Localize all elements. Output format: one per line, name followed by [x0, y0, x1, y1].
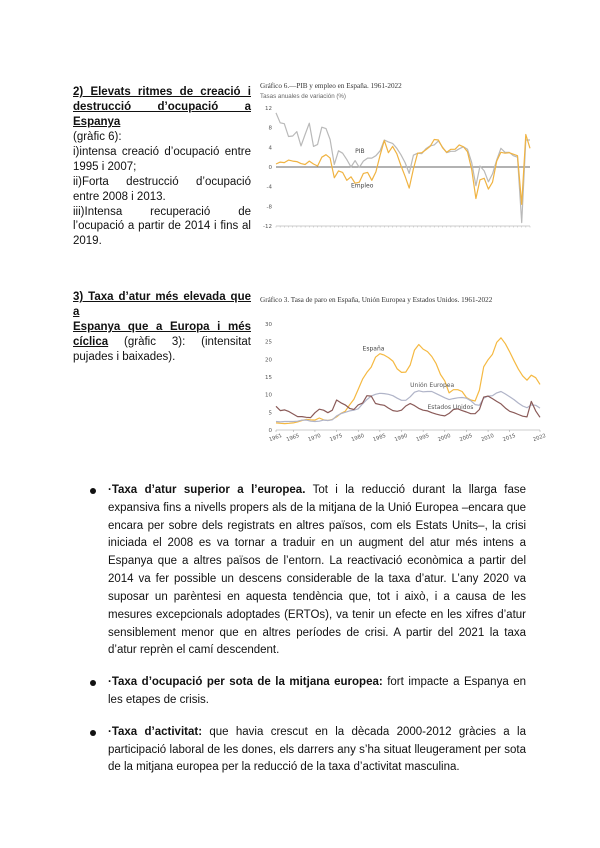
series-label-us: Estados Unidos — [427, 403, 474, 411]
section-2-heading-line2: destrucció d’ocupació a Espanya — [73, 100, 251, 128]
bullet-dot — [90, 730, 96, 736]
y-tick-label: 20 — [265, 357, 272, 364]
bullet-item-ocupacio — [90, 674, 526, 710]
chart-pib-empleo-title: Gráfico 6.—PIB y empleo en España. 1961-2022 — [260, 82, 402, 90]
bullet-list — [90, 482, 526, 791]
section-3-heading-line1: 3) Taxa d’atur més elevada que a — [73, 291, 251, 318]
y-tick-label: 0 — [268, 428, 272, 434]
y-tick-label: 25 — [265, 339, 272, 346]
y-tick-label: 4 — [268, 145, 272, 152]
x-tick-label: 2022 — [532, 432, 547, 444]
x-tick-label: 1985 — [372, 432, 387, 444]
x-tick-label: 2015 — [502, 432, 517, 444]
section-3-heading-line2: Espanya que a Europa i més — [73, 320, 251, 333]
chart-tasa-paro-svg — [258, 294, 548, 448]
chart-pib-empleo — [258, 80, 540, 232]
series-line-1 — [276, 113, 530, 223]
chart-tasa-paro-title: Gráfico 3. Tasa de paro en España, Unión Europea y Estados Unidos. 1961-2022 — [260, 296, 493, 304]
section-3-heading-line3: cíclica — [73, 335, 109, 348]
y-tick-label: 12 — [265, 106, 272, 112]
series-label-pib: PIB — [355, 148, 365, 156]
y-tick-label: -4 — [266, 184, 272, 191]
y-tick-label: 15 — [265, 375, 272, 381]
x-tick-label: 2000 — [437, 432, 452, 444]
series-line-1 — [276, 338, 540, 424]
bullet-activitat-text: que havia crescut en la dècada 2000-2012 gràcies a la participació laboral de les dones, els darrers any s’ha situat lleugerament per sota de la mitjana europea per la reducció de la taxa d’activitat masculina. — [108, 725, 526, 774]
chart-tasa-paro — [258, 294, 548, 448]
y-tick-label: 0 — [268, 165, 272, 171]
series-label-ue: Unión Europea — [410, 381, 455, 389]
x-tick-label: 1961 — [268, 432, 283, 444]
bullet-ocupacio-bold: ·Taxa d’ocupació per sota de la mitjana europea: — [108, 676, 383, 689]
series-line-2 — [276, 135, 530, 205]
bullet-ocupacio-text: fort impacte a Espanya en les etapes de crisis. — [108, 676, 526, 706]
bullet-atur-text: Tot i la reducció durant la llarga fase expansiva fins a nivells propers als de la mitjana de la Unió Europea –encara que encara per sobre dels registrats en altres països, com els Estats Units–, la crisi iniciada el 2008 es va tornar a traduir en un augment del atur més intens a Espanya que a altres països de l’entorn. La reactivació econòmica a partir del 2014 va fer possible un descens considerable de la taxa d’atur. L’any 2020 va suposar un parèntesi en aquesta tendència que, tot i això, i a causa de les mesures excepcionals adoptades (ERTOs), va tenir un efecte en les xifres d’atur sensiblement menor que en altres períodes de crisi. A partir del 2021 la taxa d’atur reprèn el camí descendent. — [108, 484, 526, 657]
bullet-dot — [90, 488, 96, 494]
bullet-item-activitat — [90, 724, 526, 777]
series-label-empleo: Empleo — [350, 182, 374, 190]
y-tick-label: 10 — [265, 392, 272, 399]
section-2-text-line3: ii)Forta destrucció d’ocupació entre 2008 i 2013. — [73, 175, 251, 203]
section-2-text-line4: iii)Intensa recuperació de l’ocupació a partir de 2014 i fins al 2019. — [73, 205, 251, 248]
y-tick-label: -8 — [266, 204, 272, 211]
x-tick-label: 1995 — [415, 432, 431, 444]
x-tick-label: 1965 — [285, 432, 301, 444]
x-tick-label: 1980 — [350, 432, 366, 444]
bullet-activitat-bold: ·Taxa d’activitat: — [108, 725, 203, 738]
y-tick-label: -12 — [263, 224, 272, 230]
x-tick-label: 1970 — [307, 432, 322, 444]
section-2 — [73, 85, 251, 249]
section-3 — [73, 290, 251, 365]
section-3-text: (gràfic 3): (intensitat pujades i baixades). — [73, 335, 251, 363]
x-tick-label: 2010 — [480, 432, 495, 444]
series-line-2 — [276, 391, 540, 422]
bullet-atur-bold: ·Taxa d’atur superior a l’europea. — [108, 484, 306, 496]
bullet-item-atur — [90, 482, 526, 660]
bullet-dot — [90, 680, 96, 686]
section-2-text-line2: i)intensa creació d’ocupació entre 1995 i 2007; — [73, 145, 251, 173]
x-tick-label: 1990 — [393, 432, 409, 444]
series-label-espana: España — [362, 345, 385, 353]
section-2-text-line1: (gràfic 6): — [73, 130, 122, 143]
x-tick-label: 2005 — [458, 432, 474, 444]
y-tick-label: 5 — [268, 410, 272, 417]
x-tick-label: 1975 — [329, 432, 344, 444]
section-2-heading-line1: 2) Elevats ritmes de creació i — [73, 86, 251, 98]
y-tick-label: 8 — [268, 125, 272, 132]
chart-pib-empleo-svg — [258, 80, 540, 232]
chart-pib-empleo-subtitle: Tasas anuales de variación (%) — [260, 93, 346, 100]
y-tick-label: 30 — [265, 322, 272, 328]
